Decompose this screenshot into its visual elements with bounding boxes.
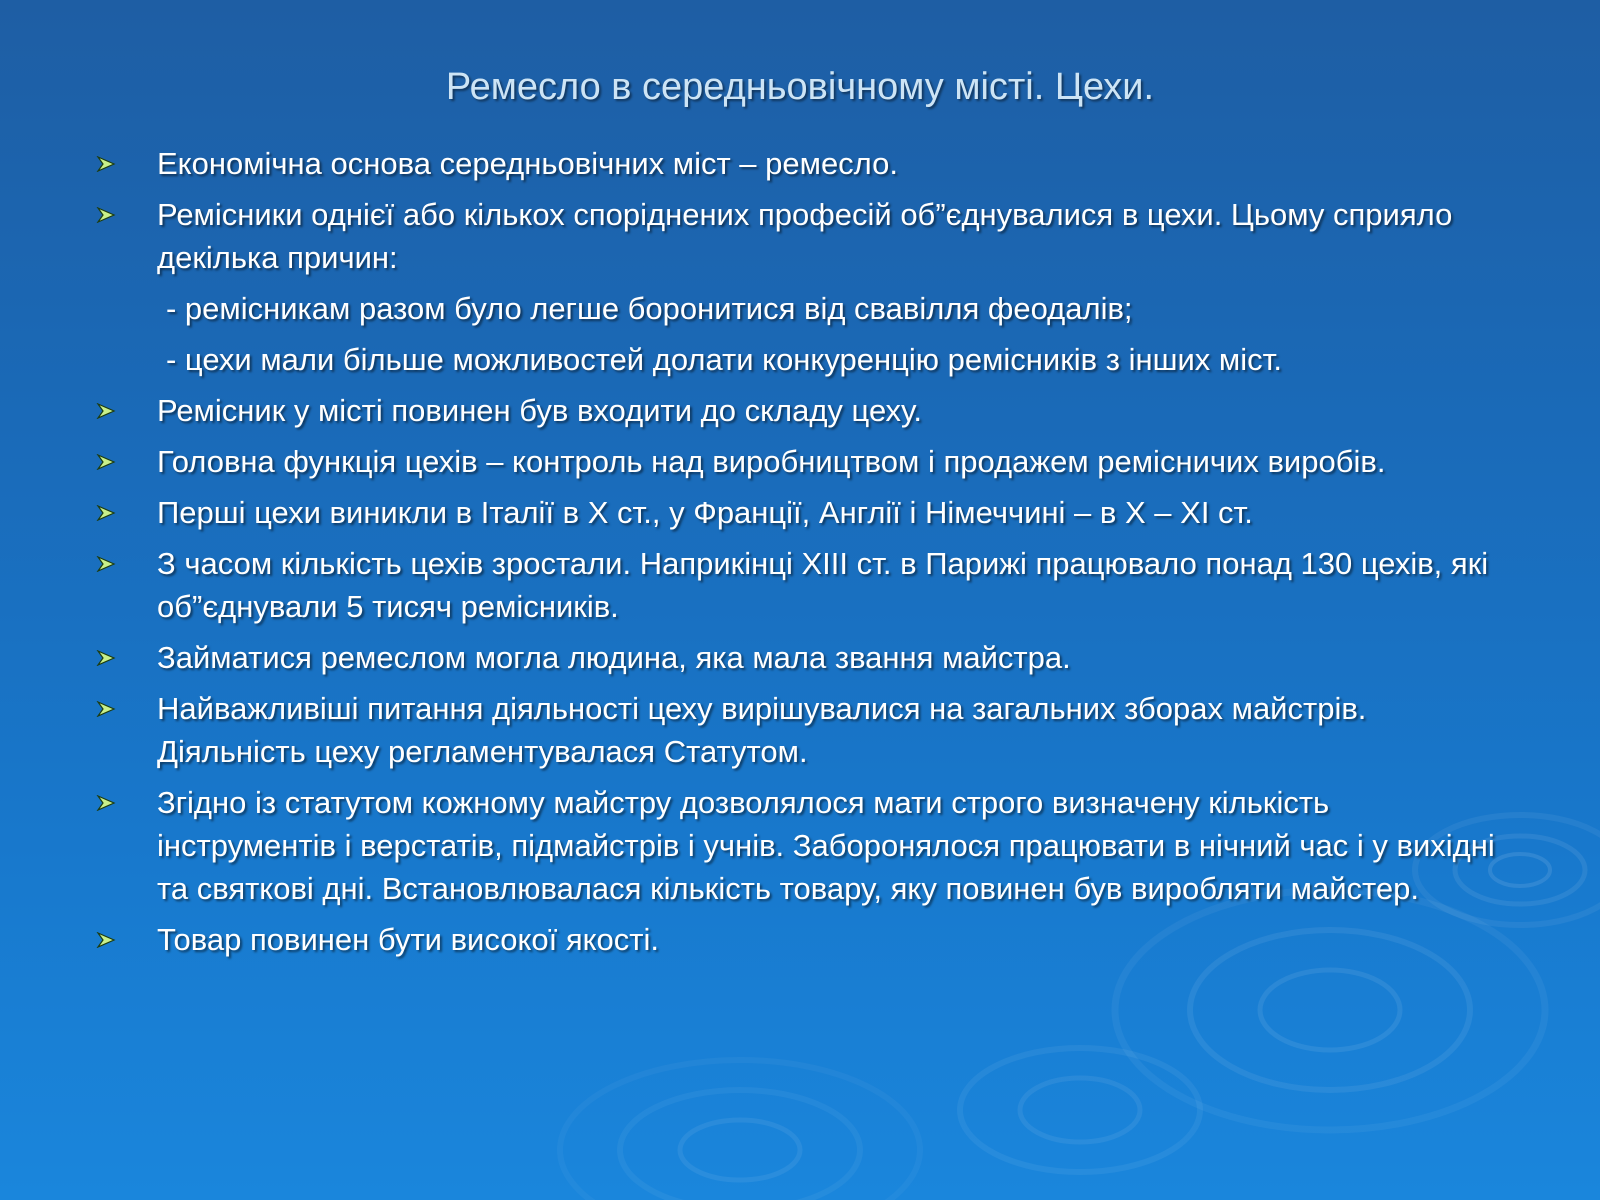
- list-item-text: Найважливіші питання діяльності цеху вирішувалися на загальних зборах майстрів. Діяльність цеху регламентувалася Статутом.: [157, 691, 1367, 769]
- list-item: [96, 918, 1516, 961]
- arrowhead-bullet-icon: [96, 454, 116, 470]
- arrowhead-bullet-icon: [96, 207, 116, 223]
- sub-list-item-text: - ремісникам разом було легше боронитися від свавілля феодалів;: [166, 291, 1133, 326]
- list-item: [96, 142, 1516, 185]
- list-item: [96, 687, 1516, 773]
- list-item: [96, 440, 1516, 483]
- list-item-text: Ремісники однієї або кількох споріднених професій об”єднувалися в цехи. Цьому сприяло декілька причин:: [157, 197, 1453, 275]
- list-item: [96, 636, 1516, 679]
- list-item-text: З часом кількість цехів зростали. Наприкінці XIII ст. в Парижі працювало понад 130 цехів, які об”єднували 5 тисяч ремісників.: [157, 546, 1489, 624]
- arrowhead-bullet-icon: [96, 932, 116, 948]
- arrowhead-bullet-icon: [96, 156, 116, 172]
- list-item-text: Товар повинен бути високої якості.: [157, 922, 659, 957]
- arrowhead-bullet-icon: [96, 505, 116, 521]
- list-item: [96, 491, 1516, 534]
- list-item: [96, 542, 1516, 628]
- sub-list-item-text: - цехи мали більше можливостей долати конкуренцію ремісників з інших міст.: [166, 342, 1282, 377]
- list-item: [96, 389, 1516, 432]
- sub-list-item: [96, 287, 1516, 330]
- list-item-text: Головна функція цехів – контроль над виробництвом і продажем ремісничих виробів.: [157, 444, 1386, 479]
- list-item-text: Перші цехи виникли в Італії в X ст., у Франції, Англії і Німеччині – в X – XI ст.: [157, 495, 1253, 530]
- list-item-text: Економічна основа середньовічних міст – ремесло.: [157, 146, 898, 181]
- arrowhead-bullet-icon: [96, 403, 116, 419]
- list-item-text: Ремісник у місті повинен був входити до складу цеху.: [157, 393, 923, 428]
- list-item-text: Займатися ремеслом могла людина, яка мала звання майстра.: [157, 640, 1071, 675]
- arrowhead-bullet-icon: [96, 701, 116, 717]
- arrowhead-bullet-icon: [96, 556, 116, 572]
- arrowhead-bullet-icon: [96, 650, 116, 666]
- slide-title: Ремесло в середньовічному місті. Цехи.: [445, 66, 1155, 108]
- slide-content: [96, 142, 1516, 969]
- list-item: [96, 193, 1516, 279]
- list-item-text: Згідно із статутом кожному майстру дозволялося мати строго визначену кількість інструментів і верстатів, підмайстрів і учнів. Заборонялося працювати в нічний час і у вихідні та святкові дні. Встановлювалася кількість товару, яку повинен був виробляти майстер.: [157, 785, 1495, 906]
- arrowhead-bullet-icon: [96, 795, 116, 811]
- list-item: [96, 781, 1516, 910]
- sub-list-item: [96, 338, 1516, 381]
